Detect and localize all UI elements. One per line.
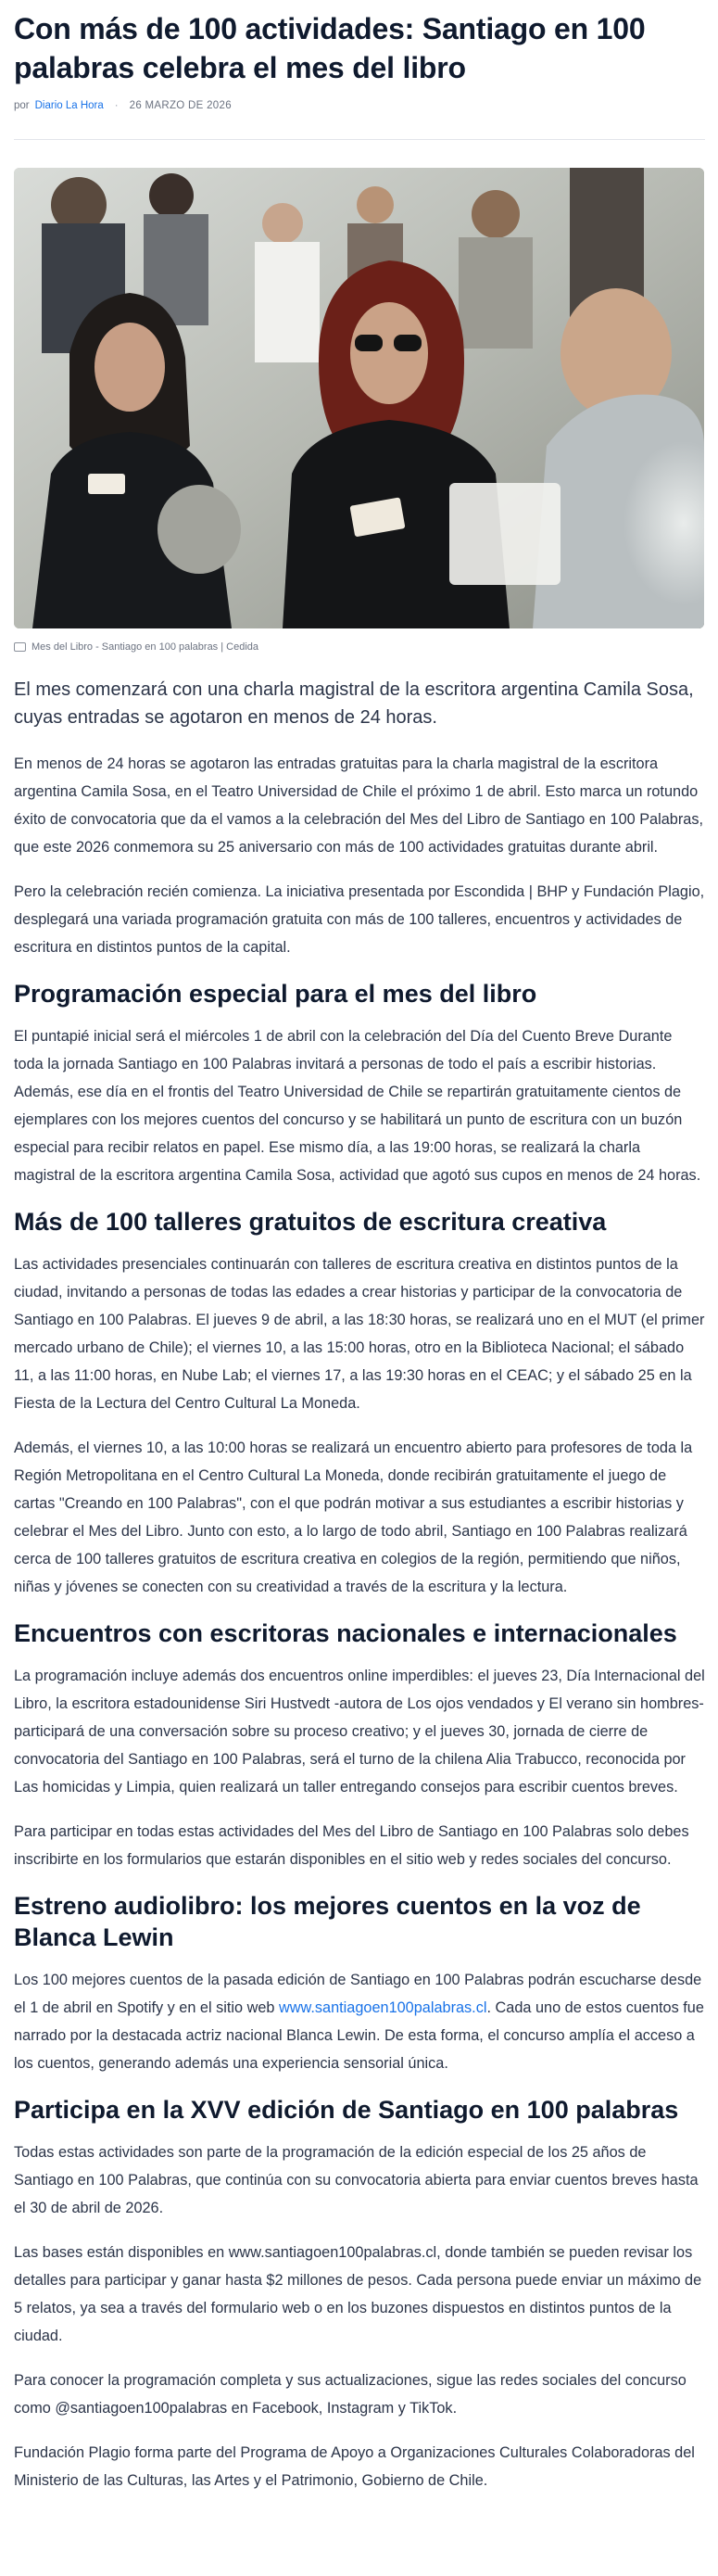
paragraph-text: . Cada uno de estos cuentos fue narrado por la destacada actriz nacional Blanca Lewin. De esta forma, el concurso amplía el acceso a los cuentos, generando además una experiencia sensorial única. [14, 1999, 704, 2072]
section-heading: Más de 100 talleres gratuitos de escritura creativa [14, 1208, 607, 1236]
featured-image [14, 168, 704, 628]
paragraph: Fundación Plagio forma parte del Programa de Apoyo a Organizaciones Culturales Colaboradoras del Ministerio de las Culturas, las Artes y el Patrimonio, Gobierno de Chile. [14, 2444, 695, 2489]
paragraph: Las bases están disponibles en www.santiagoen100palabras.cl, donde también se pueden revisar los detalles para participar y ganar hasta $2 millones de pesos. Cada persona puede enviar un máximo de 5 relatos, ya sea a través del formulario web o en los buzones dispuestos en distintos puntos de la ciudad. [14, 2244, 702, 2344]
paragraph: Para conocer la programación completa y sus actualizaciones, sigue las redes sociales del concurso como @santiagoen100palabras en Facebook, Instagram y TikTok. [14, 2372, 687, 2417]
author-link[interactable]: Diario La Hora [34, 100, 104, 111]
paragraph: El puntapié inicial será el miércoles 1 de abril con la celebración del Día del Cuento Breve Durante toda la jornada Santiago en 100 Palabras invitará a personas de todo el país a escribir historias. Además, ese día en el frontis del Teatro Universidad de Chile se repartirán gratuitamente cientos de ejemplares con los mejores cuentos del concurso y se habilitará un punto de escritura con un buzón especial para recibir relatos en papel. Ese mismo día, a las 19:00 horas, se realizará la charla magistral de la escritora argentina Camila Sosa, actividad que agotó sus cupos en menos de 24 horas. [14, 1028, 701, 1184]
section-heading: Programación especial para el mes del libro [14, 980, 537, 1008]
paragraph: Además, el viernes 10, a las 10:00 horas se realizará un encuentro abierto para profesores de toda la Región Metropolitana en el Centro Cultural La Moneda, donde recibirán gratuitamente el juego de cartas "Creando en 100 Palabras", con el que podrán motivar a sus estudiantes a escribir historias y celebrar el Mes del Libro. Junto con esto, a lo largo de todo abril, Santiago en 100 Palabras realizará cerca de 100 talleres gratuitos de escritura creativa en colegios de la región, permitiendo que niños, niñas y jóvenes se conecten con su creatividad a través de la escritura y la lectura. [14, 1440, 693, 1595]
paragraph: Pero la celebración recién comienza. La iniciativa presentada por Escondida | BHP y Fundación Plagio, desplegará una variada programación gratuita con más de 100 talleres, encuentros y actividades de escritura en distintos puntos de la capital. [14, 883, 705, 956]
section-heading: Participa en la XVV edición de Santiago en 100 palabras [14, 2096, 679, 2124]
paragraph-text: Los 100 mejores cuentos de la pasada edición de Santiago en 100 Palabras podrán escucharse desde el 1 de abril en Spotify y en el sitio web [14, 1972, 702, 2016]
paragraph: Todas estas actividades son parte de la programación de la edición especial de los 25 años de Santiago en 100 Palabras, que continúa con su convocatoria abierta para enviar cuentos breves hasta el 30 de abril de 2026. [14, 2144, 699, 2216]
byline-prefix: por [14, 100, 30, 111]
article-meta [14, 100, 705, 111]
article-title: Con más de 100 actividades: Santiago en 100 palabras celebra el mes del libro [14, 12, 646, 84]
image-caption [14, 641, 705, 653]
paragraph: La programación incluye además dos encuentros online imperdibles: el jueves 23, Día Internacional del Libro, la escritora estadounidense Siri Hustvedt -autora de Los ojos vendados y El verano sin hombres- participará de una conversación sobre su proceso creativo; y el jueves 30, jornada de cierre de convocatoria del Santiago en 100 Palabras, será el turno de la chilena Alia Trabucco, reconocida por Las homicidas y Limpia, quien realizará un taller entregando consejos para escribir cuentos breves. [14, 1668, 705, 1796]
publish-date: 26 MARZO DE 2026 [129, 100, 232, 111]
image-caption-text: Mes del Libro - Santiago en 100 palabras | Cedida [31, 641, 259, 653]
article-lead: El mes comenzará con una charla magistral de la escritora argentina Camila Sosa, cuyas entradas se agotaron en menos de 24 horas. [14, 679, 694, 728]
paragraph: Para participar en todas estas actividades del Mes del Libro de Santiago en 100 Palabras solo debes inscribirte en los formularios que estarán disponibles en el sitio web y redes sociales del concurso. [14, 1823, 689, 1868]
section-heading: Estreno audiolibro: los mejores cuentos en la voz de Blanca Lewin [14, 1892, 641, 1951]
section-heading: Encuentros con escritoras nacionales e internacionales [14, 1619, 677, 1647]
divider [14, 139, 705, 140]
website-link[interactable]: www.santiagoen100palabras.cl [279, 1999, 487, 2016]
featured-image-illustration [14, 168, 704, 628]
camera-icon [14, 642, 26, 652]
paragraph [14, 1966, 705, 2077]
meta-separator: · [114, 100, 119, 111]
paragraph: Las actividades presenciales continuarán con talleres de escritura creativa en distintos puntos de la ciudad, invitando a personas de todas las edades a crear historias y participar de la convocatoria de Santiago en 100 Palabras. El jueves 9 de abril, a las 18:30 horas, se realizará uno en el MUT (el primer mercado urbano de Chile); el viernes 10, a las 15:00 horas, otro en la Biblioteca Nacional; el sábado 11, a las 11:00 horas, en Nube Lab; el viernes 17, a las 19:30 horas en el CEAC; y el sábado 25 en la Fiesta de la Lectura del Centro Cultural La Moneda. [14, 1256, 705, 1412]
paragraph: En menos de 24 horas se agotaron las entradas gratuitas para la charla magistral de la escritora argentina Camila Sosa, en el Teatro Universidad de Chile el próximo 1 de abril. Esto marca un rotundo éxito de convocatoria que da el vamos a la celebración del Mes del Libro de Santiago en 100 Palabras, que este 2026 conmemora su 25 aniversario con más de 100 actividades gratuitas durante abril. [14, 755, 703, 856]
